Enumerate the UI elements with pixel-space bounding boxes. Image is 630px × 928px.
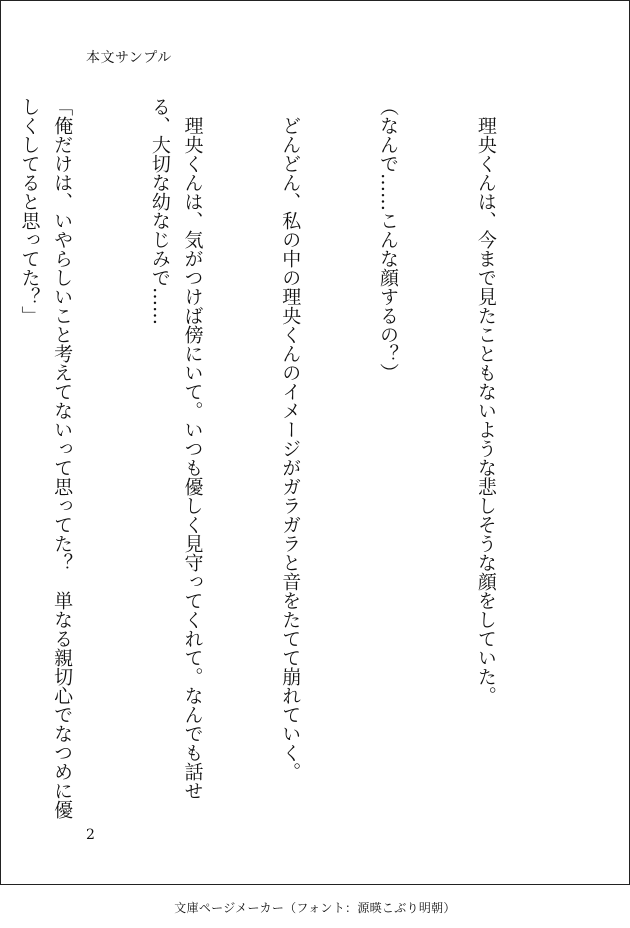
paragraph: 理央くんは、気がつけば傍にいて。いつも優しく見守ってくれて。なんでも話せる、大切な幼なじみで…… (148, 97, 204, 800)
vertical-text-body (0, 97, 567, 827)
paragraph: 理央くんは、今まで見たこともないような悲しそうな顔をしていた。 (474, 97, 497, 705)
running-header: 本文サンプル (86, 50, 172, 66)
paragraph: （なんで……こんな顔するの？） (377, 97, 400, 382)
paragraph: 「俺だけは、いやらしいこと考えてないって思ってた？ 単なる親切心でなつめに優しくしてると思ってた？」 (18, 97, 74, 819)
paragraph: どんどん、私の中の理央くんのイメージがガラガラと音をたてて崩れていく。 (279, 97, 302, 781)
footer-caption: 文庫ページメーカー（フォント：源暎こぶり明朝） (174, 901, 456, 915)
page-number: 2 (86, 827, 95, 843)
